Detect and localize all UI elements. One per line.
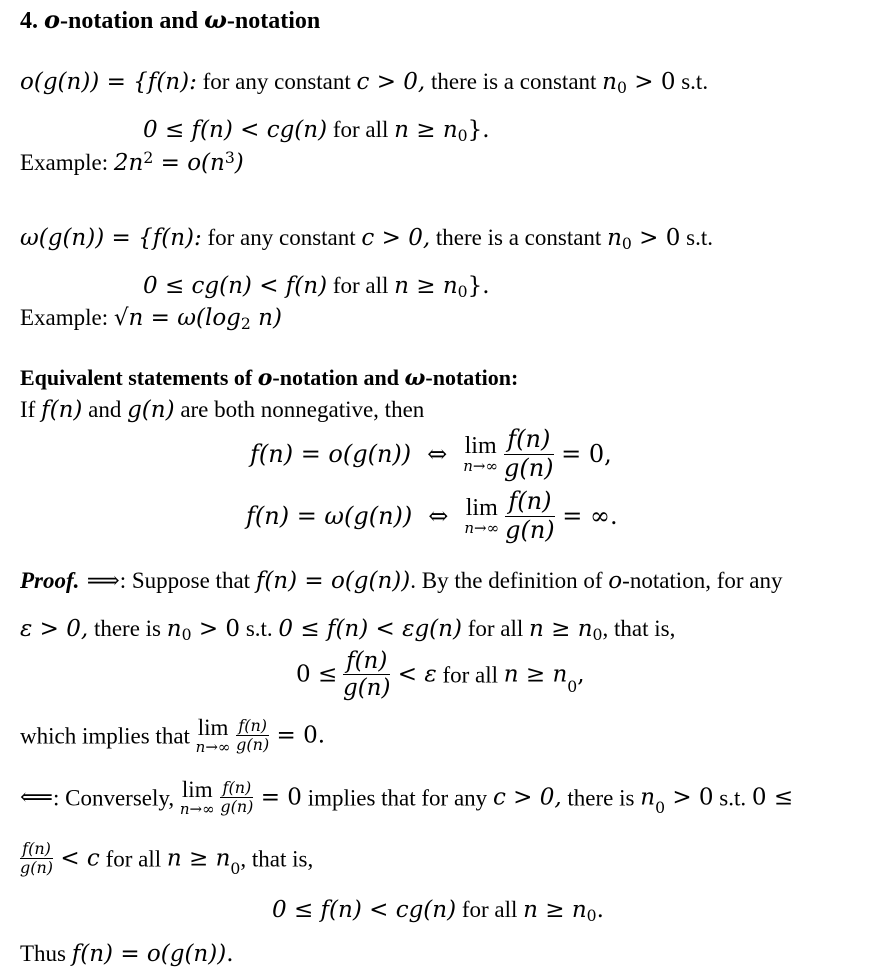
w-example-label: Example: [20, 305, 114, 330]
converse-fraction [220, 779, 253, 817]
converse-den: g(n) [220, 797, 254, 817]
proof-forward-arrow: ⟹ [79, 568, 120, 594]
proof-line2 [20, 617, 675, 643]
w-def-text1: for any constant [201, 225, 362, 250]
w-def-n: n [607, 225, 622, 251]
thus-text: Thus [20, 941, 72, 966]
eq1-iff: ⇔ [427, 440, 448, 469]
d2-n0-sub: 0 [586, 905, 597, 925]
eq2-lhs: f(n) = ω(g(n)) [246, 502, 413, 531]
c2-n0-sub: 0 [230, 859, 241, 879]
w-def-text2: there is a constant [430, 225, 608, 250]
proof-m1: f(n) = o(g(n)) [255, 568, 411, 594]
w-def-n0-sub: 0 [457, 281, 468, 301]
o-example-c: ) [234, 150, 244, 177]
d1-left: 0 ≤ [296, 661, 338, 688]
equivalent-heading [20, 367, 518, 389]
proof-l2-forall: for all [461, 616, 529, 641]
converse-n: n [640, 784, 656, 811]
proof-l2-n0-sub: 0 [592, 624, 603, 644]
c2-den: g(n) [20, 858, 54, 878]
equiv-intro-f: f(n) [41, 397, 83, 423]
c2-num: f(n) [20, 840, 53, 859]
converse-t3: there is [561, 785, 641, 811]
o-def-forall: for all [327, 117, 395, 142]
o-example-a: 2n [113, 150, 144, 177]
impl-limit [196, 716, 231, 756]
eq2-lim: lim [465, 494, 498, 521]
eq2-rhs: = ∞. [554, 502, 618, 531]
converse-eq0: = 0 [253, 784, 302, 811]
o-example [20, 150, 244, 175]
eq1-num: f(n) [504, 426, 554, 455]
eq2-limit [464, 496, 499, 537]
converse-arrow: ⟸ [20, 784, 53, 811]
w-example-b-sub: 2 [240, 313, 251, 333]
proof-t1: : Suppose that [119, 568, 256, 593]
w-def-gt0: > 0 [631, 225, 681, 251]
eq2-lim-sub: n→∞ [464, 518, 500, 537]
equiv-intro-g: g(n) [127, 397, 175, 423]
section-number: 4. [20, 8, 38, 34]
omega-definition-line1 [20, 226, 713, 252]
eq2-den: g(n) [505, 515, 555, 544]
converse-lim: lim [181, 777, 213, 802]
converse-limit [180, 778, 215, 818]
converse-st: s.t. [713, 785, 752, 811]
eq2-fraction [505, 488, 555, 544]
w-def-c: c > 0, [361, 225, 431, 251]
w-example-b: = ω(log [143, 305, 241, 331]
c2-ngeq: n ≥ n [166, 845, 231, 872]
w-def-st: s.t. [680, 225, 713, 250]
proof-l2-ineq: 0 ≤ f(n) < εg(n) [278, 616, 462, 642]
proof-implies [20, 716, 325, 756]
d1-ngeq: n ≥ n [503, 661, 568, 688]
proof-l2-thatis: , that is, [602, 616, 676, 641]
equiv-heading-o: o [257, 365, 273, 391]
o-definition-line2 [143, 118, 490, 144]
proof-converse-line2 [20, 840, 313, 878]
equiv-intro-c: are both nonnegative, then [174, 397, 425, 422]
w-def-n-sub: 0 [621, 233, 632, 253]
d2-ineq: 0 ≤ f(n) < cg(n) [272, 897, 457, 923]
equiv-heading-a: Equivalent statements of [20, 365, 258, 390]
equivalent-intro [20, 398, 424, 422]
proof-l2-n: n [166, 616, 182, 642]
proof-m2: o [608, 568, 623, 594]
impl-fraction [236, 717, 269, 755]
proof-l2-t1: there is [88, 616, 167, 641]
o-example-a-sup: 2 [143, 148, 154, 167]
d2-ngeq: n ≥ n [523, 897, 587, 923]
equivalence-omega [246, 488, 618, 544]
converse-num: f(n) [220, 779, 253, 798]
impl-lim: lim [197, 715, 229, 740]
heading-mid-text: -notation and [60, 8, 199, 34]
converse-lim-sub: n→∞ [179, 800, 215, 819]
proof-l2-st: s.t. [240, 616, 279, 641]
equiv-heading-w: ω [404, 365, 426, 391]
d1-n0-sub: 0 [567, 677, 578, 697]
o-def-n-sub: 0 [617, 77, 627, 97]
o-def-n-geq: n ≥ n [394, 117, 458, 143]
equiv-intro-b: and [82, 397, 128, 422]
converse-gt0: > 0 [665, 784, 714, 811]
d1-fraction [343, 648, 390, 702]
o-def-c: c > 0, [356, 69, 426, 95]
w-def-n-geq: n ≥ n [394, 273, 458, 299]
proof-display1 [296, 648, 585, 702]
d1-right: < ε [390, 661, 437, 688]
proof-label: Proof. [20, 568, 80, 593]
impl-text: which implies that [20, 723, 196, 749]
eq1-lhs: f(n) = o(g(n)) [250, 440, 412, 469]
impl-num: f(n) [236, 717, 269, 736]
o-def-text2: there is a constant [425, 69, 603, 94]
equiv-intro-a: If [20, 397, 42, 422]
c2-ltc: < c [53, 845, 100, 872]
d2-end: . [596, 897, 604, 923]
c2-thatis: , that is, [240, 846, 314, 872]
converse-0leq: 0 ≤ [751, 784, 794, 811]
converse-t1: : Conversely, [52, 785, 180, 811]
converse-c: c > 0, [492, 784, 562, 811]
heading-o-symbol: o [44, 5, 61, 34]
w-def-lhs: ω(g(n)) = {f(n): [20, 225, 202, 251]
o-example-b: = o(n [153, 150, 225, 177]
eq1-limit [463, 434, 498, 475]
eq1-rhs: = 0, [553, 440, 612, 469]
o-def-st: s.t. [675, 69, 709, 94]
proof-l2-ngeq: n ≥ n [529, 616, 593, 642]
eq2-iff: ⇔ [428, 502, 449, 531]
o-def-gt0: > 0 [626, 69, 676, 95]
c2-forall: for all [99, 846, 167, 872]
o-def-ineq: 0 ≤ f(n) < cg(n) [143, 117, 328, 143]
w-def-end: }. [467, 273, 490, 299]
proof-l2-gt0: > 0 [191, 616, 241, 642]
heading-tail-text: -notation [226, 8, 321, 34]
d1-end: , [577, 661, 585, 688]
c2-fraction [20, 840, 53, 878]
w-example-a: √n [113, 305, 144, 331]
o-example-label: Example: [20, 150, 114, 176]
impl-den: g(n) [236, 735, 270, 755]
d1-forall: for all [436, 662, 504, 688]
proof-l2-eps: ε > 0, [20, 616, 89, 642]
impl-end: = 0. [269, 722, 326, 749]
o-def-lhs: o(g(n)) = {f(n): [20, 69, 197, 95]
converse-n-sub: 0 [655, 798, 666, 818]
w-example-c: n) [250, 305, 282, 331]
impl-lim-sub: n→∞ [195, 738, 231, 757]
equiv-heading-c: -notation: [425, 365, 519, 390]
o-def-end: }. [467, 117, 490, 143]
thus-end: . [226, 941, 234, 967]
proof-t2: . By the definition of [410, 568, 609, 593]
proof-conclusion [20, 942, 234, 966]
omega-example [20, 306, 282, 332]
o-def-text1: for any constant [196, 69, 357, 94]
proof-display2 [272, 898, 604, 924]
converse-t2: implies that for any [301, 785, 493, 811]
eq1-lim: lim [464, 432, 497, 459]
o-def-n0-sub: 0 [457, 125, 468, 145]
eq1-fraction [504, 426, 554, 482]
w-def-ineq: 0 ≤ cg(n) < f(n) [143, 273, 328, 299]
d1-den: g(n) [342, 675, 391, 702]
thus-math: f(n) = o(g(n)) [71, 941, 227, 967]
section-heading [20, 5, 321, 34]
w-def-forall: for all [327, 273, 395, 298]
eq1-den: g(n) [504, 453, 554, 482]
o-definition-line1 [20, 70, 708, 96]
eq1-lim-sub: n→∞ [463, 456, 498, 475]
d2-forall: for all [456, 897, 524, 922]
proof-l2-n-sub: 0 [181, 624, 192, 644]
omega-definition-line2 [143, 274, 490, 300]
equivalence-o [250, 426, 612, 482]
heading-omega-symbol: ω [204, 5, 227, 34]
o-def-n: n [602, 69, 617, 95]
d1-num: f(n) [343, 648, 390, 675]
eq2-num: f(n) [505, 488, 555, 517]
o-example-b-sup: 3 [224, 148, 235, 167]
proof-t3: -notation, for any [622, 568, 783, 593]
proof-converse [20, 778, 793, 818]
equiv-heading-b: -notation and [272, 365, 405, 390]
proof-line1 [20, 569, 782, 593]
